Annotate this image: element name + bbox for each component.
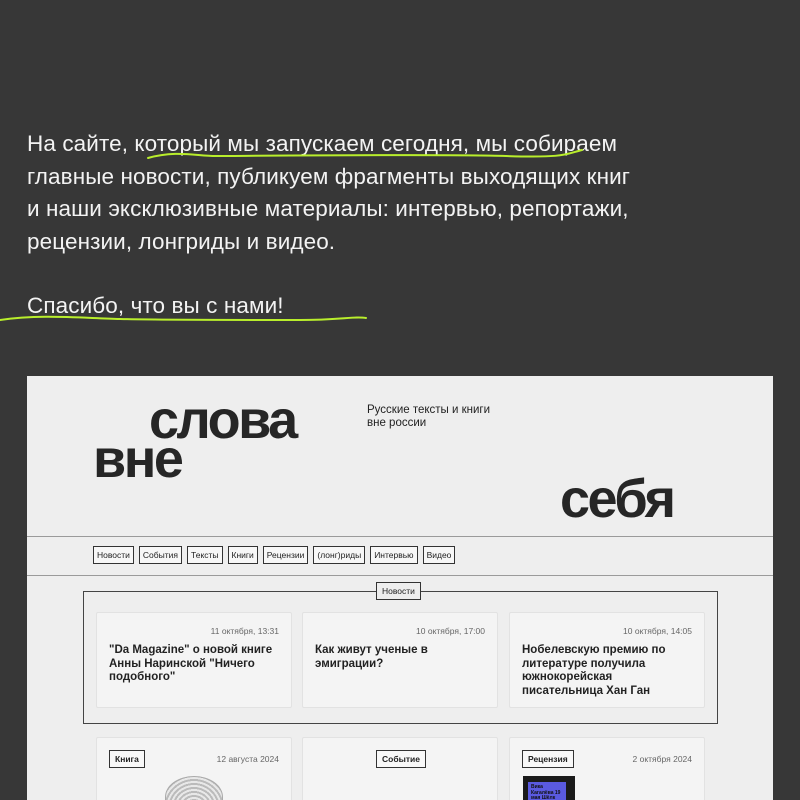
news-card[interactable]: [302, 612, 498, 708]
news-title[interactable]: Как живут ученые в эмиграции?: [315, 644, 428, 670]
nav-interviews[interactable]: Интервью: [370, 546, 417, 564]
news-date: 10 октября, 17:00: [416, 626, 485, 636]
category-tag[interactable]: Рецензия: [522, 750, 574, 768]
book-cover-thumbnail: [523, 776, 575, 800]
news-date: 10 октября, 14:05: [623, 626, 692, 636]
content-card[interactable]: [302, 737, 498, 800]
nav-texts[interactable]: Тексты: [187, 546, 223, 564]
intro-line-1: На сайте, который мы запускаем сегодня, мы собираем: [27, 131, 618, 156]
intro-line-2: главные новости, публикуем фрагменты выходящих книг: [27, 163, 631, 189]
thanks-line: Спасибо, что вы с нами!: [27, 293, 284, 318]
site-tagline: Русские тексты и книги вне россии: [367, 404, 491, 429]
highlighted-phrase: который мы запускаем сегодня: [134, 131, 463, 156]
card-date: 12 августа 2024: [216, 754, 279, 764]
nav-longreads[interactable]: (лонг)риды: [313, 546, 365, 564]
brand-word-1: слова: [149, 390, 296, 450]
card-date: 2 октября 2024: [632, 754, 692, 764]
book-cover-text: Вика Кагалёва 19 мая Шёлк: [531, 784, 561, 800]
nav-news[interactable]: Новости: [93, 546, 134, 564]
news-card[interactable]: [96, 612, 292, 708]
news-card[interactable]: [509, 612, 705, 708]
category-tag[interactable]: Книга: [109, 750, 145, 768]
news-section-label[interactable]: Новости: [376, 582, 421, 600]
news-date: 11 октября, 13:31: [210, 626, 279, 636]
news-title[interactable]: "Da Magazine" о новой книге Анны Наринской "Ничего подобного": [109, 644, 273, 683]
intro-line-3: и наши эксклюзивные материалы: интервью, репортажи,: [27, 196, 629, 221]
content-card[interactable]: [509, 737, 705, 800]
brand-word-3: себя: [560, 469, 674, 529]
news-title[interactable]: Нобелевскую премию по литературе получила южнокорейская писательница Хан Ган: [522, 644, 666, 697]
content-card[interactable]: [96, 737, 292, 800]
intro-text: [27, 128, 787, 323]
website-preview: [27, 376, 773, 800]
brain-illustration-icon: [165, 776, 223, 800]
nav-video[interactable]: Видео: [423, 546, 456, 564]
brand-word-2: вне: [93, 429, 182, 489]
category-tag[interactable]: Событие: [376, 750, 426, 768]
nav-reviews[interactable]: Рецензии: [263, 546, 309, 564]
intro-line-4: рецензии, лонгриды и видео.: [27, 228, 336, 254]
nav-books[interactable]: Книги: [228, 546, 258, 564]
main-nav: [93, 546, 455, 564]
nav-events[interactable]: События: [139, 546, 182, 564]
